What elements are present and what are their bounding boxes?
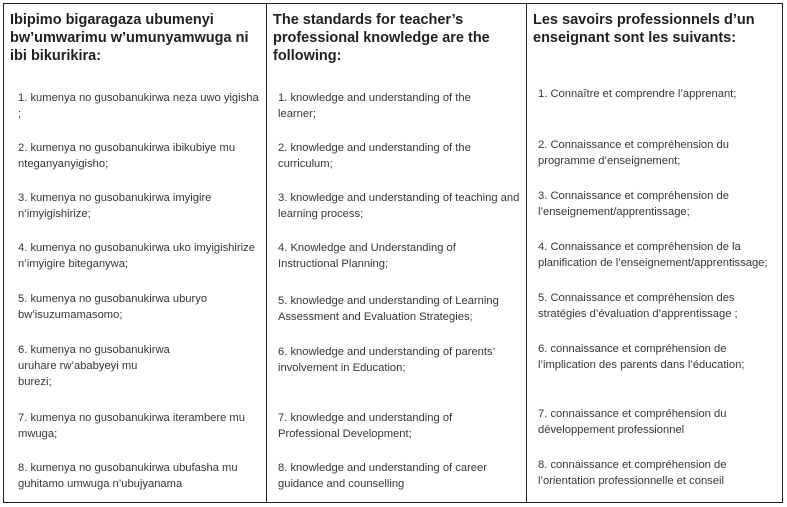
column-header: The standards for teacher’s professional knowledge are the following: xyxy=(273,12,490,64)
list-item: 8. connaissance et compréhension de l’orientation professionnelle et conseil xyxy=(538,459,727,487)
list-item: 1. knowledge and understanding of the learner; xyxy=(278,92,471,120)
column-english xyxy=(266,4,526,502)
column-header: Les savoirs professionnels d’un enseignant sont les suivants: xyxy=(533,12,755,46)
list-item: 5. Connaissance et compréhension des stratégies d’évaluation d’apprentissage ; xyxy=(538,292,738,320)
list-item: 1. kumenya no gusobanukirwa neza uwo yigisha ; xyxy=(18,92,259,120)
list-item: 8. kumenya no gusobanukirwa ubufasha mu guhitamo umwuga n’ubujyanama xyxy=(18,462,238,490)
list-item: 1. Connaître et comprendre l’apprenant; xyxy=(538,88,737,100)
list-item: 3. knowledge and understanding of teaching and learning process; xyxy=(278,192,520,220)
list-item: 6. knowledge and understanding of parents’ involvement in Education; xyxy=(278,346,495,374)
list-item: 7. kumenya no gusobanukirwa iterambere mu mwuga; xyxy=(18,412,245,440)
list-item: 4. Knowledge and Understanding of Instructional Planning; xyxy=(278,242,456,270)
list-item: 2. knowledge and understanding of the curriculum; xyxy=(278,142,471,170)
list-item: 7. knowledge and understanding of Professional Development; xyxy=(278,412,453,440)
list-item: 5. kumenya no gusobanukirwa uburyo bw’isuzumamasomo; xyxy=(18,293,208,321)
list-item: 8. knowledge and understanding of career guidance and counselling xyxy=(278,462,487,490)
standards-table xyxy=(3,3,783,503)
list-item: 3. Connaissance et compréhension de l’enseignement/apprentissage; xyxy=(538,190,729,218)
list-item: 5. knowledge and understanding of Learning Assessment and Evaluation Strategies; xyxy=(278,295,499,323)
column-header: Ibipimo bigaragaza ubumenyi bw’umwarimu w’umunyamwuga ni ibi bikurikira: xyxy=(10,12,249,64)
list-item: 6. connaissance et compréhension de l’implication des parents dans l’éducation; xyxy=(538,343,745,371)
list-item: 2. kumenya no gusobanukirwa ibikubiye mu nteganyanyigisho; xyxy=(18,142,236,170)
list-item: 4. kumenya no gusobanukirwa uko imyigishirize n’imyigire biteganywa; xyxy=(18,242,255,270)
list-item: 6. kumenya no gusobanukirwa uruhare rw’ababyeyi mu burezi; xyxy=(18,344,170,388)
column-kinyarwanda xyxy=(4,4,266,502)
list-item: 2. Connaissance et compréhension du programme d’enseignement; xyxy=(538,139,729,167)
column-french xyxy=(526,4,782,502)
list-item: 3. kumenya no gusobanukirwa imyigire n’imyigishirize; xyxy=(18,192,212,220)
list-item: 7. connaissance et compréhension du développement professionnel xyxy=(538,408,727,436)
list-item: 4. Connaissance et compréhension de la planification de l’enseignement/apprentissage; xyxy=(538,241,768,269)
